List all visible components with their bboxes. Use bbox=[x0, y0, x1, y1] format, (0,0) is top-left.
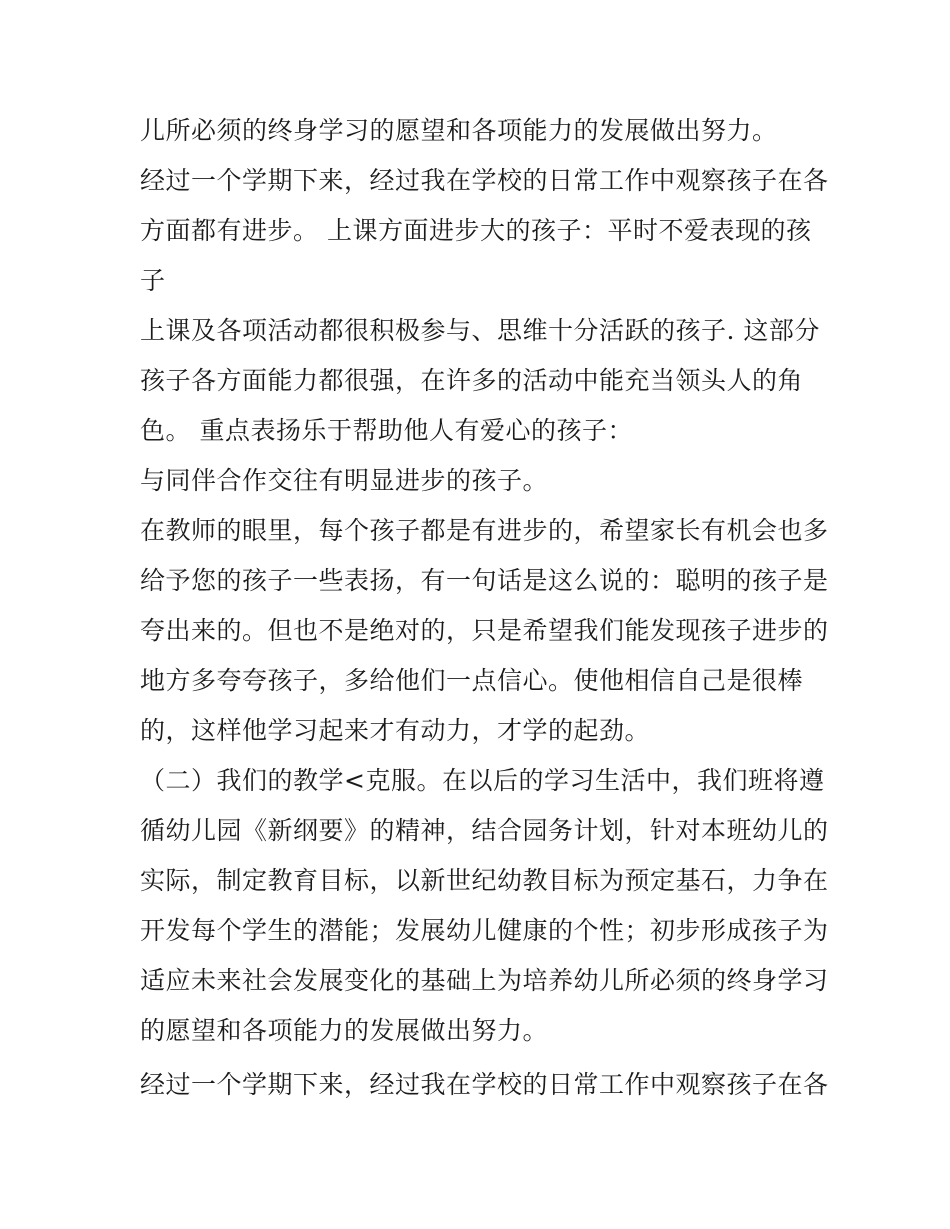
text-line: 循幼儿园《新纲要》的精神，结合园务计划，针对本班幼儿的 bbox=[140, 816, 829, 845]
text-line: 的愿望和各项能力的发展做出努力。 bbox=[140, 1016, 549, 1045]
text-line: 实际，制定教育目标，以新世纪幼教目标为预定基石，力争在 bbox=[140, 866, 829, 895]
text-line: 适应未来社会发展变化的基础上为培养幼儿所必须的终身学习 bbox=[140, 966, 829, 995]
text-line: 儿所必须的终身学习的愿望和各项能力的发展做出努力。 bbox=[140, 116, 778, 145]
text-line: 子 bbox=[140, 266, 166, 295]
text-line: 的，这样他学习起来才有动力，才学的起劲。 bbox=[140, 716, 651, 745]
text-line: 给予您的孩子一些表扬，有一句话是这么说的：聪明的孩子是 bbox=[140, 566, 829, 595]
text-line: 经过一个学期下来，经过我在学校的日常工作中观察孩子在各 bbox=[140, 166, 829, 195]
text-line: 夸出来的。但也不是绝对的，只是希望我们能发现孩子进步的 bbox=[140, 616, 829, 645]
text-line: 上课及各项活动都很积极参与、思维十分活跃的孩子. 这部分 bbox=[140, 316, 820, 345]
text-line: （二）我们的教学<克服。在以后的学习生活中，我们班将遵 bbox=[140, 766, 825, 795]
text-line: 经过一个学期下来，经过我在学校的日常工作中观察孩子在各 bbox=[140, 1070, 829, 1099]
text-line: 开发每个学生的潜能；发展幼儿健康的个性；初步形成孩子为 bbox=[140, 916, 829, 945]
text-line: 与同伴合作交往有明显进步的孩子。 bbox=[140, 466, 549, 495]
text-line: 地方多夸夸孩子，多给他们一点信心。使他相信自己是很棒 bbox=[140, 666, 804, 695]
text-line: 色。 重点表扬乐于帮助他人有爱心的孩子： bbox=[140, 416, 633, 445]
text-line: 方面都有进步。 上课方面进步大的孩子：平时不爱表现的孩 bbox=[140, 216, 812, 245]
text-line: 孩子各方面能力都很强，在许多的活动中能充当领头人的角 bbox=[140, 366, 804, 395]
text-line: 在教师的眼里，每个孩子都是有进步的，希望家长有机会也多 bbox=[140, 516, 829, 545]
